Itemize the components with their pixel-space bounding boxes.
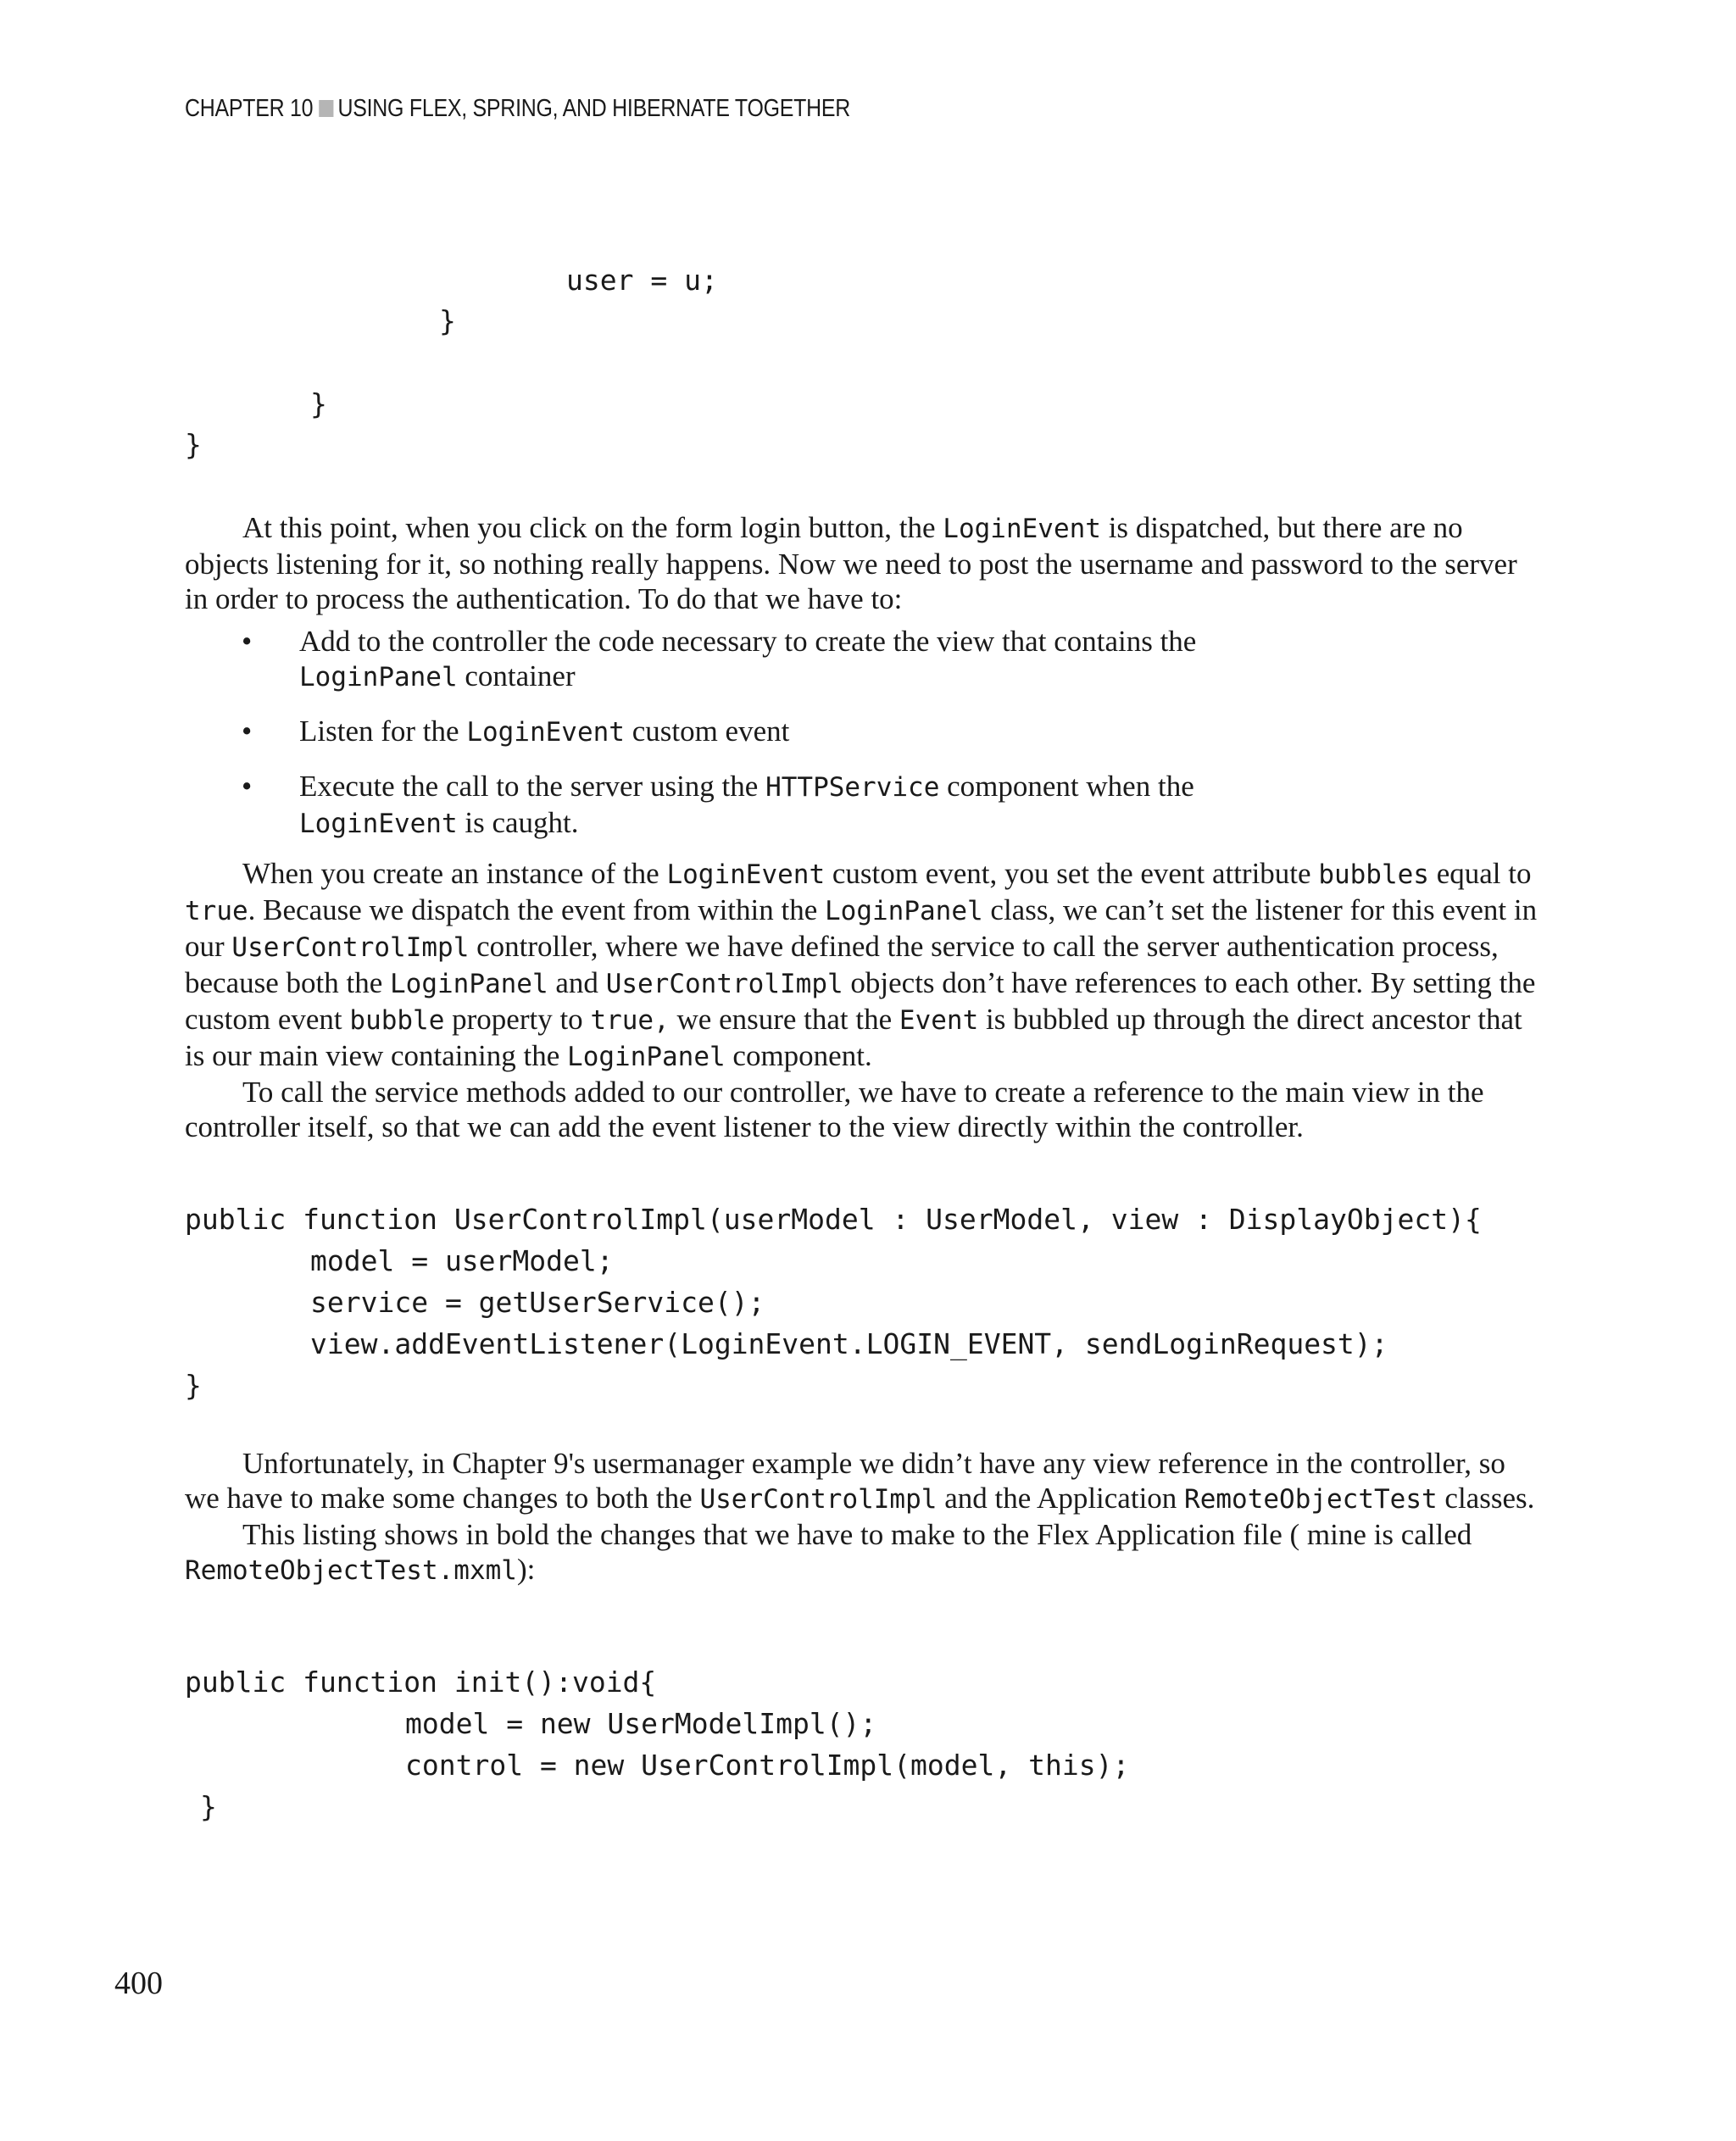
text: custom event, you set the event attribute bbox=[825, 857, 1319, 890]
list-item bbox=[185, 624, 1541, 695]
list-item bbox=[185, 769, 1541, 842]
inline-code: UserControlImpl bbox=[231, 932, 470, 963]
list-item bbox=[185, 714, 1541, 750]
code-line: view.addEventListener(LoginEvent.LOGIN_EVENT, sendLoginRequest); bbox=[310, 1327, 1388, 1360]
code-line: } bbox=[185, 1369, 202, 1402]
text: container bbox=[457, 659, 576, 692]
inline-code: LoginEvent bbox=[666, 859, 826, 890]
text: equal to bbox=[1428, 857, 1532, 890]
paragraph-controller-reference: To call the service methods added to our controller, we have to create a reference to the main view in the controller itself, so that we can add the event listener to the view directly within the controller. bbox=[185, 1076, 1484, 1143]
text: objects don’t have references to each other. By setting the custom event bbox=[185, 966, 1536, 1036]
chapter-title: USING FLEX, SPRING, AND HIBERNATE TOGETHER bbox=[337, 95, 850, 122]
text: and bbox=[548, 966, 606, 999]
inline-code: RemoteObjectTest bbox=[1184, 1484, 1438, 1515]
code-line: } bbox=[310, 387, 327, 420]
code-line: public function init():void{ bbox=[185, 1666, 657, 1699]
inline-code: LoginEvent bbox=[466, 717, 625, 748]
code-line: service = getUserService(); bbox=[310, 1286, 765, 1319]
text: At this point, when you click on the form login button, the bbox=[242, 511, 943, 544]
text: ): bbox=[516, 1553, 536, 1586]
code-line: } bbox=[439, 304, 456, 337]
text: This listing shows in bold the changes that we have to make to the Flex Application file ( mine is called bbox=[242, 1518, 1472, 1551]
text: Listen for the bbox=[299, 715, 467, 748]
inline-code: LoginEvent bbox=[299, 809, 458, 839]
bullet-icon: • bbox=[242, 770, 253, 803]
code-line: } bbox=[185, 428, 202, 461]
text: When you create an instance of the bbox=[242, 857, 667, 890]
code-line: } bbox=[200, 1790, 217, 1823]
text: we ensure that the bbox=[669, 1003, 899, 1036]
text: controller, where we have defined the service to call the server authentication process, because both the bbox=[185, 930, 1499, 999]
inline-code: UserControlImpl bbox=[699, 1484, 938, 1515]
text: classes. bbox=[1437, 1482, 1535, 1515]
inline-code: HTTPService bbox=[765, 772, 940, 803]
text: Add to the controller the code necessary to create the view that contains the bbox=[299, 625, 1197, 658]
inline-code: bubble bbox=[349, 1005, 445, 1036]
text: component. bbox=[725, 1039, 872, 1072]
text: is caught. bbox=[457, 806, 579, 839]
chapter-label: CHAPTER 10 bbox=[185, 95, 314, 122]
code-line: model = userModel; bbox=[310, 1244, 614, 1277]
header-separator-icon bbox=[319, 100, 333, 117]
paragraph-intro bbox=[185, 510, 1541, 616]
text: is dispatched, but there are no objects listening for it, so nothing really happens. Now we need to post the username and password to the server in order to process the authentication. To do that we have to: bbox=[185, 511, 1517, 615]
text: property to bbox=[444, 1003, 591, 1036]
code-line: control = new UserControlImpl(model, this); bbox=[405, 1749, 1130, 1782]
text: custom event bbox=[624, 715, 790, 748]
running-header bbox=[185, 95, 850, 123]
code-line: user = u; bbox=[566, 264, 718, 297]
text: and the Application bbox=[937, 1482, 1185, 1515]
inline-code: RemoteObjectTest.mxml bbox=[185, 1555, 517, 1586]
code-line: model = new UserModelImpl(); bbox=[405, 1707, 877, 1740]
text: . Because we dispatch the event from within the bbox=[248, 893, 826, 926]
inline-code: Event bbox=[899, 1005, 979, 1036]
inline-code: UserControlImpl bbox=[605, 969, 843, 999]
inline-code: true bbox=[185, 896, 248, 926]
text: Unfortunately, in Chapter 9's usermanager example we didn’t have any view reference in the controller, so we have to make some changes to both the bbox=[185, 1447, 1505, 1515]
inline-code: LoginPanel bbox=[567, 1042, 726, 1072]
bullet-icon: • bbox=[242, 625, 253, 658]
inline-code: LoginEvent bbox=[943, 514, 1101, 544]
inline-code: bubbles bbox=[1318, 859, 1429, 890]
page-number: 400 bbox=[114, 1966, 163, 2001]
inline-code: LoginPanel bbox=[299, 662, 458, 692]
paragraph-bubbles bbox=[185, 856, 1541, 1144]
inline-code: LoginPanel bbox=[825, 896, 983, 926]
paragraph-changes bbox=[185, 1446, 1541, 1588]
bullet-list bbox=[185, 624, 1541, 842]
inline-code: true, bbox=[590, 1005, 670, 1036]
text: class, we can’t set the listener for this event in our bbox=[185, 893, 1538, 963]
inline-code: LoginPanel bbox=[390, 969, 548, 999]
code-line: public function UserControlImpl(userModel : UserModel, view : DisplayObject){ bbox=[185, 1203, 1482, 1236]
bullet-icon: • bbox=[242, 715, 253, 748]
text: Execute the call to the server using the bbox=[299, 770, 766, 803]
text: component when the bbox=[939, 770, 1194, 803]
text: is bubbled up through the direct ancestor that is our main view containing the bbox=[185, 1003, 1522, 1072]
